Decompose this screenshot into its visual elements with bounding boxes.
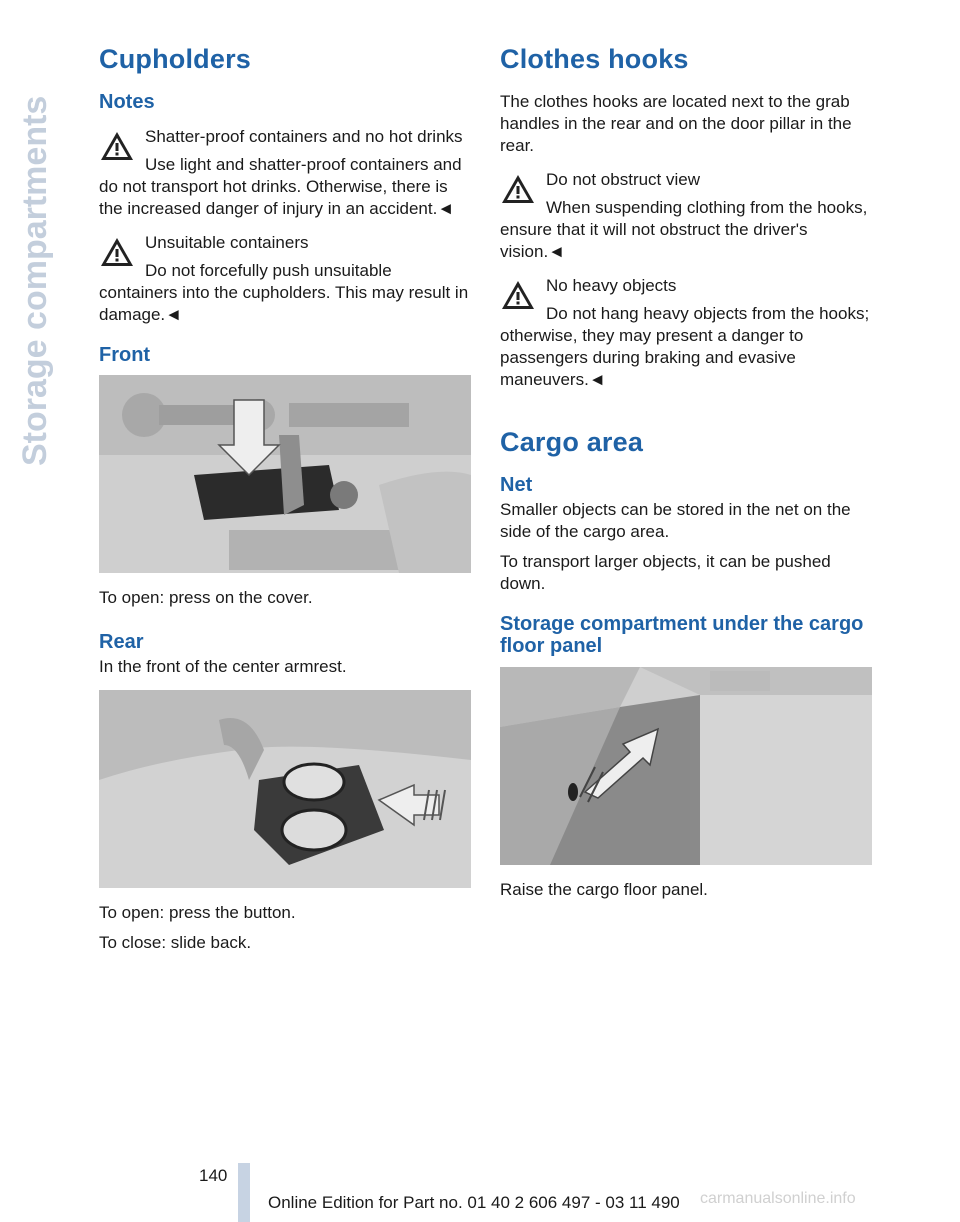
side-title-text: Storage compartments: [16, 95, 54, 466]
warning-body: Do not hang heavy objects from the hooks; otherwise, they may present a danger to passengers during braking and evasive maneuvers.◄: [500, 304, 870, 389]
warning-title: Unsuitable containers: [145, 233, 309, 252]
warning-body: Use light and shatter-proof containers and do not transport hot drinks. Otherwise, there is the increased danger of injury in an accident.◄: [99, 155, 462, 218]
right-column: [500, 44, 872, 909]
cupholders-heading: Cupholders: [99, 44, 252, 74]
rear-caption-open: To open: press the button.: [99, 903, 296, 922]
front-cupholder-illustration: [99, 375, 471, 573]
storage-caption: Raise the cargo floor panel.: [500, 880, 708, 899]
cargo-area-heading: Cargo area: [500, 427, 644, 457]
warning-body: When suspending clothing from the hooks, ensure that it will not obstruct the driver's vision.◄: [500, 198, 868, 261]
net-text-1: Smaller objects can be stored in the net on the side of the cargo area.: [500, 500, 851, 541]
net-text-2: To transport larger objects, it can be pushed down.: [500, 552, 831, 593]
warning-triangle-icon: [99, 236, 135, 268]
clothes-hooks-intro: The clothes hooks are located next to the grab handles in the rear and on the door pillar in the rear.: [500, 92, 852, 155]
net-heading: Net: [500, 474, 533, 496]
rear-text: In the front of the center armrest.: [99, 657, 347, 676]
rear-cupholder-illustration: [99, 690, 471, 888]
rear-caption-close: To close: slide back.: [99, 933, 252, 952]
front-heading: Front: [99, 344, 151, 366]
edition-text: Online Edition for Part no. 01 40 2 606 497 - 03 11 490: [268, 1193, 680, 1212]
cargo-floor-illustration: [500, 667, 872, 865]
footer-accent-bar: [238, 1163, 250, 1222]
warning-title: No heavy objects: [546, 276, 677, 295]
warning-obstruct-view: [500, 169, 872, 263]
warning-unsuitable-containers: [99, 232, 471, 326]
page-number: 140: [199, 1166, 228, 1185]
front-caption: To open: press on the cover.: [99, 588, 313, 607]
warning-triangle-icon: [99, 130, 135, 162]
warning-triangle-icon: [500, 279, 536, 311]
left-column: [99, 44, 471, 962]
watermark: carmanualsonline.info: [700, 1190, 856, 1207]
side-section-title: [2, 30, 58, 470]
clothes-hooks-heading: Clothes hooks: [500, 44, 689, 74]
warning-title: Shatter-proof containers and no hot drinks: [145, 127, 463, 146]
warning-body: Do not forcefully push unsuitable containers into the cupholders. This may result in damage.◄: [99, 261, 469, 324]
notes-heading: Notes: [99, 91, 155, 113]
warning-title: Do not obstruct view: [546, 170, 701, 189]
warning-heavy-objects: [500, 275, 872, 391]
warning-shatter-proof: [99, 126, 471, 220]
storage-compartment-heading: Storage compartment under the cargo floor panel: [500, 613, 864, 657]
rear-heading: Rear: [99, 631, 144, 653]
warning-triangle-icon: [500, 173, 536, 205]
